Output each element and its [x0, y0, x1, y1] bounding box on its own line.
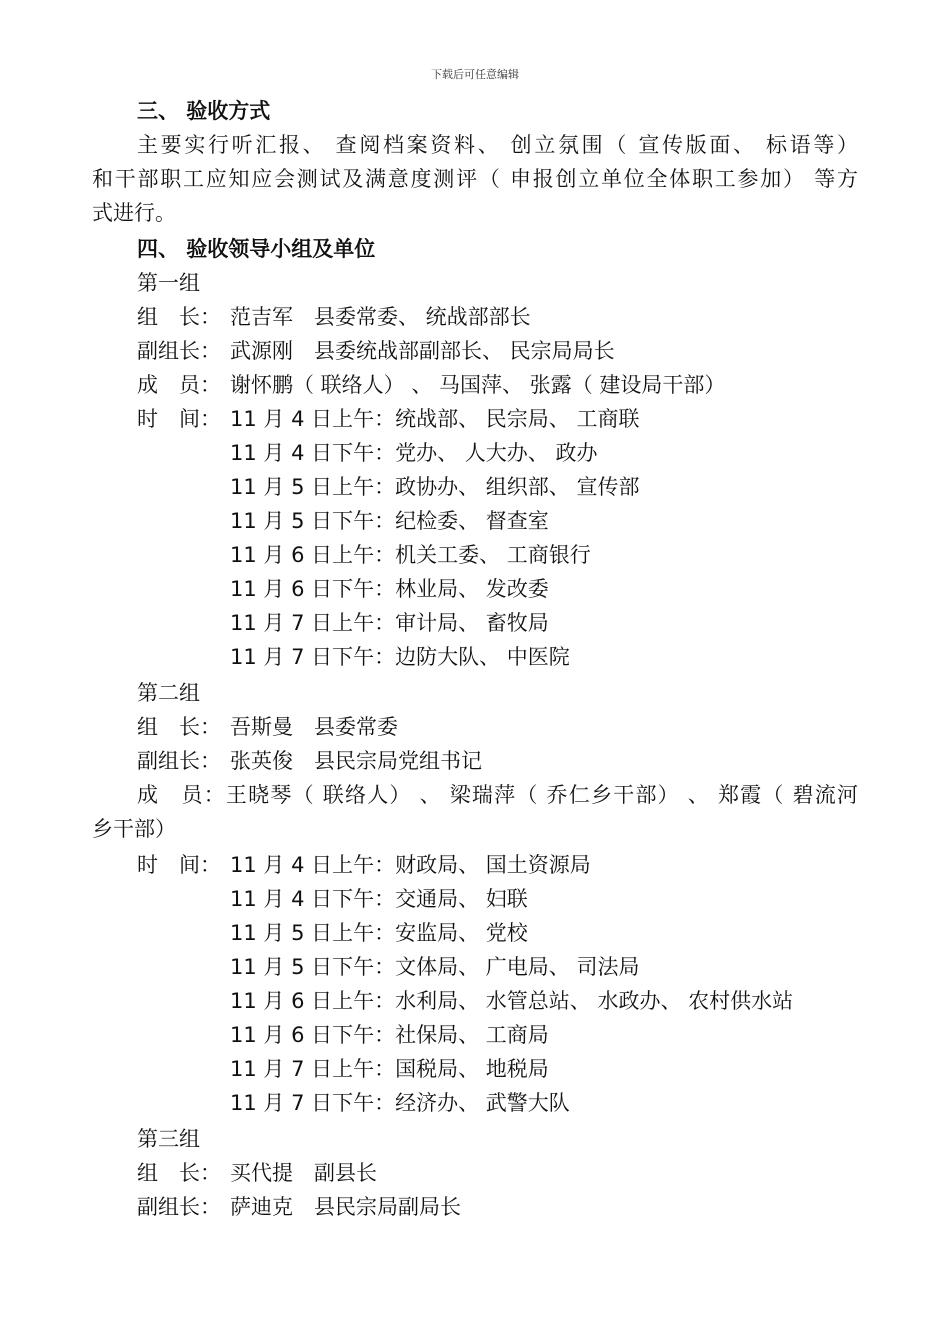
schedule-item: 11 月 4 日下午：党办、 人大办、 政办: [230, 441, 598, 465]
schedule-item: 11 月 4 日上午：统战部、 民宗局、 工商联: [230, 407, 640, 431]
group-1-deputy: 武源刚 县委统战部副部长、 民宗局局长: [230, 339, 615, 363]
group-1-members: 谢怀鹏（ 联络人） 、 马国萍、 张露（ 建设局干部）: [230, 373, 726, 397]
schedule-item: 11 月 6 日上午：水利局、 水管总站、 水政办、 农村供水站: [230, 989, 794, 1013]
section-3-paragraph-line-3: 式进行。: [92, 201, 176, 225]
schedule-item: 11 月 7 日上午：国税局、 地税局: [230, 1057, 549, 1081]
deputy-label: 副组长：: [137, 339, 221, 363]
group-2-members-line-2: 乡干部）: [92, 817, 176, 841]
schedule-item: 11 月 5 日上午：政协办、 组织部、 宣传部: [230, 475, 640, 499]
group-3-title: 第三组: [137, 1127, 200, 1151]
schedule-item: 11 月 7 日下午：边防大队、 中医院: [230, 645, 570, 669]
schedule-item: 11 月 6 日下午：社保局、 工商局: [230, 1023, 549, 1047]
group-1-members-row: [137, 368, 725, 402]
group-3-leader: 买代提 副县长: [230, 1161, 377, 1185]
section-3-paragraph-line-2: 和干部职工应知应会测试及满意度测评（ 申报创立单位全体职工参加） 等方: [92, 167, 858, 191]
group-1-leader: 范吉军 县委常委、 统战部部长: [230, 305, 531, 329]
schedule-item: 11 月 6 日下午：林业局、 发改委: [230, 577, 549, 601]
group-2-leader: 吾斯曼 县委常委: [230, 715, 398, 739]
group-1-leader-row: [137, 300, 531, 334]
schedule-item: 11 月 6 日上午：机关工委、 工商银行: [230, 543, 591, 567]
group-3-deputy-row: [137, 1190, 461, 1224]
leader-label: 组 长：: [137, 305, 221, 329]
group-1-deputy-row: [137, 334, 615, 368]
schedule-item: 11 月 5 日下午：文体局、 广电局、 司法局: [230, 955, 640, 979]
leader-label: 组 长：: [137, 1161, 221, 1185]
group-2-leader-row: [137, 710, 398, 744]
group-1-title: 第一组: [137, 271, 200, 295]
time-label: 时 间：: [137, 407, 221, 431]
group-2-time-row: [137, 848, 591, 882]
members-label: 成 员：: [137, 373, 221, 397]
group-2-deputy: 张英俊 县民宗局党组书记: [230, 749, 482, 773]
schedule-item: 11 月 7 日上午：审计局、 畜牧局: [230, 611, 549, 635]
section-4-heading: 四、 验收领导小组及单位: [137, 237, 376, 261]
time-label: 时 间：: [137, 853, 221, 877]
deputy-label: 副组长：: [137, 1195, 221, 1219]
section-3-paragraph-line-1: 主要实行听汇报、 查阅档案资料、 创立氛围（ 宣传版面、 标语等）: [137, 133, 858, 157]
group-2-members-line-1: 成 员：王晓琴（ 联络人） 、 梁瑞萍（ 乔仁乡干部） 、 郑霞（ 碧流河: [137, 783, 858, 807]
schedule-item: 11 月 4 日下午：交通局、 妇联: [230, 887, 528, 911]
group-3-leader-row: [137, 1156, 377, 1190]
group-1-time-row: [137, 402, 639, 436]
leader-label: 组 长：: [137, 715, 221, 739]
group-3-deputy: 萨迪克 县民宗局副局长: [230, 1195, 461, 1219]
group-2-deputy-row: [137, 744, 482, 778]
section-3-heading: 三、 验收方式: [137, 99, 271, 123]
schedule-item: 11 月 7 日下午：经济办、 武警大队: [230, 1091, 570, 1115]
group-2-title: 第二组: [137, 681, 200, 705]
schedule-item: 11 月 5 日上午：安监局、 党校: [230, 921, 528, 945]
deputy-label: 副组长：: [137, 749, 221, 773]
schedule-item: 11 月 4 日上午：财政局、 国土资源局: [230, 853, 591, 877]
page-header-note: 下载后可任意编辑: [431, 68, 519, 81]
schedule-item: 11 月 5 日下午：纪检委、 督查室: [230, 509, 549, 533]
